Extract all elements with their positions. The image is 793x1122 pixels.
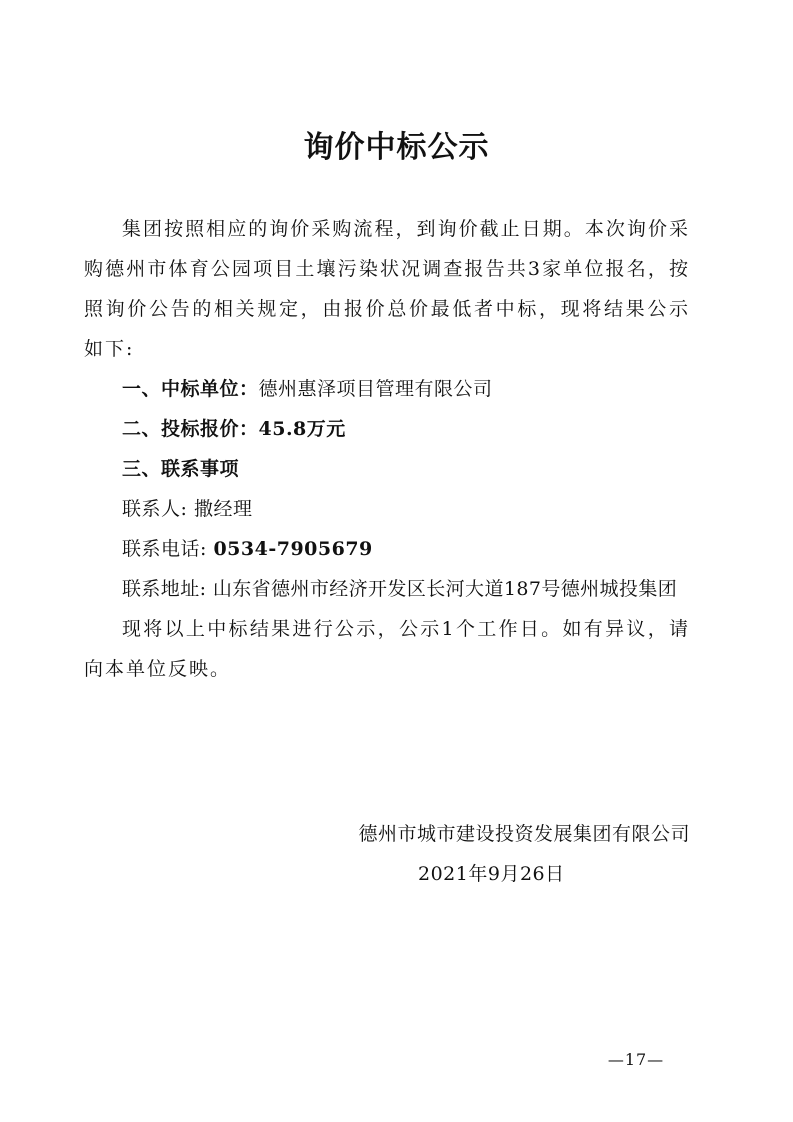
document-body (84, 209, 690, 689)
bid-price-line: 二、投标报价：45.8万元 (122, 418, 346, 440)
closing-paragraph: 现将以上中标结果进行公示，公示1个工作日。如有异议，请向本单位反映。 (84, 618, 690, 680)
contact-person-value: 撒经理 (193, 498, 253, 520)
contact-address-label: 联系地址: (122, 578, 207, 600)
contact-phone-label: 联系电话: (122, 538, 207, 560)
winning-unit-label: 一、中标单位： (122, 378, 259, 400)
contact-phone-line (84, 529, 690, 569)
signature-organization: 德州市城市建设投资发展集团有限公司 (358, 823, 690, 845)
contact-heading: 三、联系事项 (122, 458, 240, 480)
contact-person-line (84, 489, 690, 529)
winning-unit-value: 德州惠泽项目管理有限公司 (258, 378, 493, 400)
contact-address-line (84, 569, 690, 609)
winning-unit-line (84, 369, 690, 409)
contact-address-value: 山东省德州市经济开发区长河大道187号德州城投集团 (212, 578, 678, 600)
contact-person-label: 联系人: (122, 498, 188, 520)
contact-phone-value: 0534-7905679 (213, 538, 373, 560)
page-number: —17— (607, 1050, 665, 1069)
signature-date: 2021年9月26日 (418, 863, 565, 885)
document-title: 询价中标公示 (303, 130, 490, 165)
signature-block (300, 814, 690, 885)
intro-paragraph: 集团按照相应的询价采购流程，到询价截止日期。本次询价采购德州市体育公园项目土壤污染状况调查报告共3家单位报名，按照询价公告的相关规定，由报价总价最低者中标，现将结果公示如下: (84, 218, 690, 360)
